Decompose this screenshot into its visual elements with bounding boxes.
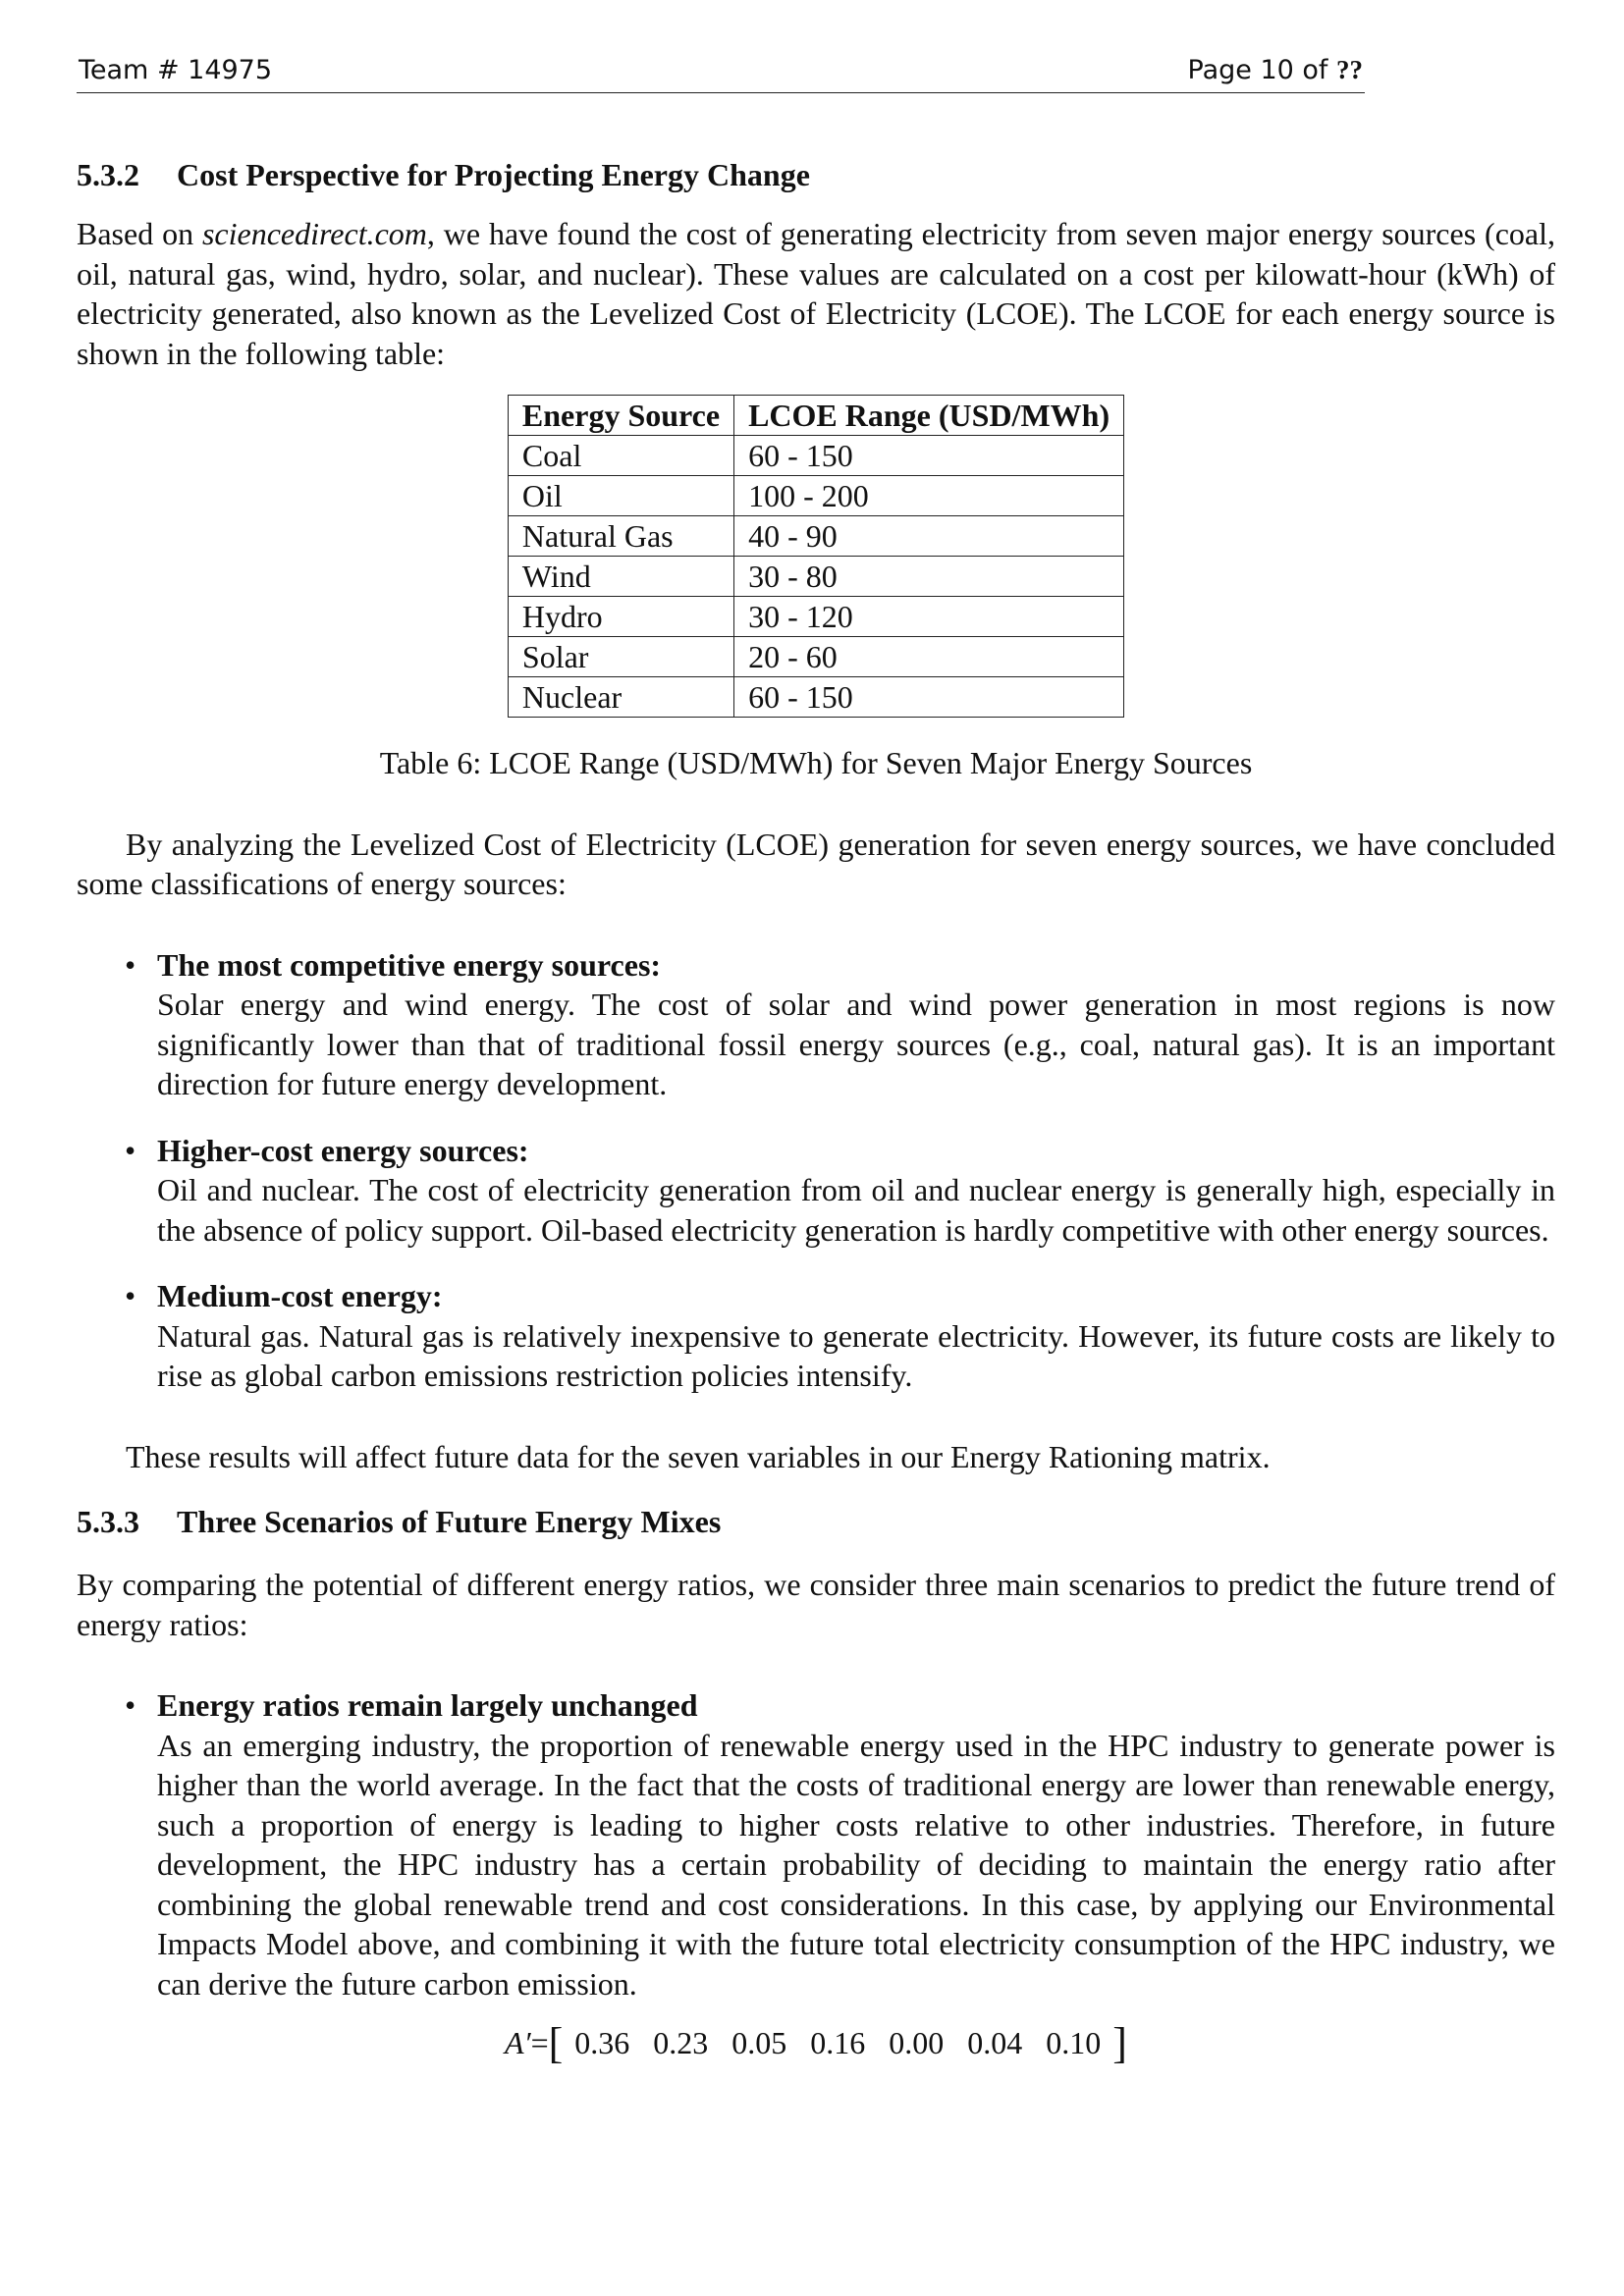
item-title: Higher-cost energy sources:	[157, 1132, 529, 1168]
page-number	[1188, 55, 1364, 85]
table-row	[508, 476, 1123, 516]
bullet-icon: •	[125, 946, 136, 983]
item-text: Oil and nuclear. The cost of electricity generation from oil and nuclear energy is generally high, especially in the absence of policy support. Oil-based electricity generation is hardly competitive with other energy sources.	[157, 1172, 1555, 1248]
equation	[77, 2019, 1555, 2067]
lcoe-table	[508, 395, 1124, 718]
table-row	[508, 557, 1123, 597]
section-heading-5-3-3	[77, 1502, 1555, 1541]
table-cell: Solar	[508, 637, 733, 677]
table-cell: Coal	[508, 436, 733, 476]
table-cell: 60 - 150	[734, 436, 1124, 476]
section-title: Three Scenarios of Future Energy Mixes	[177, 1504, 722, 1539]
section-number: 5.3.3	[77, 1504, 139, 1539]
body-flow	[77, 155, 1555, 2067]
results-paragraph: These results will affect future data for the seven variables in our Energy Rationing matrix.	[126, 1438, 1271, 1474]
page-number-prefix: Page 10 of	[1187, 55, 1336, 85]
item-title: Energy ratios remain largely unchanged	[157, 1687, 698, 1723]
section-heading-5-3-2	[77, 155, 1555, 194]
table-cell: Nuclear	[508, 677, 733, 718]
matrix-entry: 0.23	[653, 2025, 709, 2060]
matrix-entry: 0.10	[1046, 2025, 1102, 2060]
column-header: LCOE Range (USD/MWh)	[734, 396, 1124, 436]
page-total: ??	[1336, 55, 1363, 84]
table-cell: Natural Gas	[508, 516, 733, 557]
team-number: Team # 14975	[79, 55, 273, 85]
table-row	[508, 436, 1123, 476]
section-title: Cost Perspective for Projecting Energy Change	[177, 157, 810, 192]
classification-list	[77, 945, 1555, 1396]
matrix-entry: 0.00	[889, 2025, 945, 2060]
table-header-row	[508, 396, 1123, 436]
item-text: Natural gas. Natural gas is relatively inexpensive to generate electricity. However, its future costs are likely to rise as global carbon emissions restriction policies intensify.	[157, 1317, 1555, 1393]
bullet-icon: •	[125, 1132, 136, 1168]
right-bracket: ]	[1112, 2019, 1127, 2067]
item-title: Medium-cost energy:	[157, 1278, 443, 1313]
scenario-intro-paragraph: By comparing the potential of different energy ratios, we consider three main scenarios to predict the future trend of energy ratios:	[77, 1567, 1555, 1642]
source-name: sciencedirect.com	[201, 216, 427, 251]
bullet-icon: •	[125, 1687, 136, 1723]
table-cell: Hydro	[508, 597, 733, 637]
section-number: 5.3.2	[77, 157, 139, 192]
item-title: The most competitive energy sources:	[157, 946, 662, 983]
matrix-entry: 0.04	[967, 2025, 1023, 2060]
intro-post: , we have found the cost of generating electricity from seven major energy sources (coal, oil, natural gas, wind, hydro, solar, and nuclear). These values are calculated on a cost per kilowatt-hour (kWh) of electricity generated, also known as the Levelized Cost of Electricity (LCOE). The LCOE for each energy source is shown in the following table:	[77, 216, 1555, 371]
table-caption: Table 6: LCOE Range (USD/MWh) for Seven Major Energy Sources	[379, 745, 1253, 780]
scenario-list	[77, 1685, 1555, 2003]
list-item	[77, 945, 1555, 1104]
matrix-entry: 0.16	[810, 2025, 866, 2060]
bullet-icon: •	[125, 1278, 136, 1313]
table-row	[508, 516, 1123, 557]
list-item	[77, 1276, 1555, 1396]
table-cell: 30 - 80	[734, 557, 1124, 597]
item-text: As an emerging industry, the proportion of renewable energy used in the HPC industry to generate power is higher than the world average. In the fact that the costs of traditional energy are lower than renewable energy, such a proportion of energy is leading to higher costs relative to other industries. Therefore, in future development, the HPC industry has a certain probability of deciding to maintain the energy ratio after combining the global renewable trend and cost considerations. In this case, by applying our Environmental Impacts Model above, and combining it with the future total electricity consumption of the HPC industry, we can derive the future carbon emission.	[157, 1727, 1555, 2002]
page-header	[77, 53, 1365, 93]
analysis-paragraph: By analyzing the Levelized Cost of Electricity (LCOE) generation for seven energy sources, we have concluded some classifications of energy sources:	[77, 826, 1555, 901]
equation-equals: =	[530, 2025, 549, 2060]
intro-paragraph	[77, 214, 1555, 373]
table-row	[508, 677, 1123, 718]
table-cell: 30 - 120	[734, 597, 1124, 637]
item-text: Solar energy and wind energy. The cost of solar and wind power generation in most regions is now significantly lower than that of traditional fossil energy sources (e.g., coal, natural gas). It is an important direction for future energy development.	[157, 987, 1555, 1101]
matrix-entry: 0.05	[731, 2025, 787, 2060]
list-item	[77, 1131, 1555, 1251]
column-header: Energy Source	[508, 396, 733, 436]
table-cell: 100 - 200	[734, 476, 1124, 516]
left-bracket: [	[548, 2019, 564, 2067]
intro-pre: Based on	[77, 216, 202, 251]
table-cell: 20 - 60	[734, 637, 1124, 677]
table-row	[508, 637, 1123, 677]
equation-lhs: A′	[505, 2025, 531, 2060]
list-item	[77, 1685, 1555, 2003]
matrix-entry: 0.36	[574, 2025, 630, 2060]
table-cell: Oil	[508, 476, 733, 516]
table-cell: 40 - 90	[734, 516, 1124, 557]
table-cell: Wind	[508, 557, 733, 597]
table-row	[508, 597, 1123, 637]
table-cell: 60 - 150	[734, 677, 1124, 718]
